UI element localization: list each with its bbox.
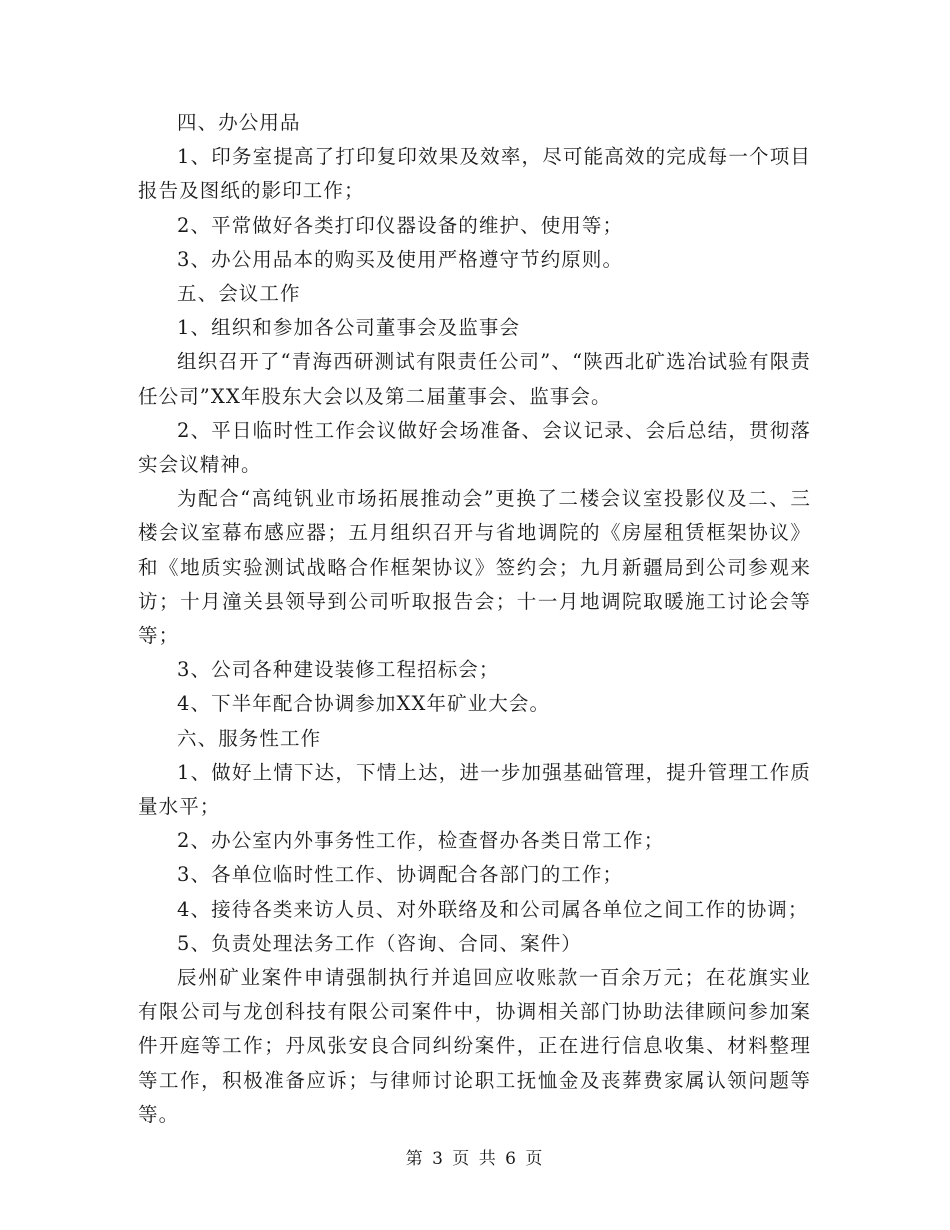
paragraph: 4、下半年配合协调参加XX年矿业大会。 xyxy=(177,692,551,716)
page-number-footer: 第 3 页 共 6 页 xyxy=(405,1149,545,1169)
paragraph: 2、平日临时性工作会议做好会场准备、会议记录、会后总结，贯彻落实会议精神。 xyxy=(138,418,811,477)
section-heading-services: 六、服务性工作 xyxy=(177,726,322,750)
paragraph: 1、做好上情下达，下情上达，进一步加强基础管理，提升管理工作质量水平； xyxy=(138,760,811,819)
paragraph: 2、办公室内外事务性工作，检查督办各类日常工作； xyxy=(177,829,665,853)
paragraph: 5、负责处理法务工作（咨询、合同、案件） xyxy=(177,931,582,955)
paragraph: 3、办公用品本的购买及使用严格遵守节约原则。 xyxy=(177,247,624,271)
section-heading-office-supplies: 四、办公用品 xyxy=(177,111,301,134)
section-heading-meetings: 五、会议工作 xyxy=(177,282,301,306)
paragraph: 组织召开了“青海西研测试有限责任公司”、“陕西北矿选冶试验有限责任公司”XX年股东大会以及第二届董事会、监事会。 xyxy=(138,350,811,408)
paragraph: 辰州矿业案件申请强制执行并追回应收账款一百余万元；在花旗实业有限公司与龙创科技有限公司案件中，协调相关部门协助法律顾问参加案件开庭等工作；丹凤张安良合同纠纷案件，正在进行信息收集、材料整理等工作，积极准备应诉；与律师讨论职工抚恤金及丧葬费家属认领问题等等。 xyxy=(138,966,811,1126)
paragraph: 1、印务室提高了打印复印效果及效率，尽可能高效的完成每一个项目报告及图纸的影印工作； xyxy=(138,145,811,203)
paragraph: 1、组织和参加各公司董事会及监事会 xyxy=(177,316,521,340)
paragraph: 2、平常做好各类打印仪器设备的维护、使用等； xyxy=(177,213,624,237)
paragraph: 3、各单位临时性工作、协调配合各部门的工作； xyxy=(177,863,624,887)
paragraph: 4、接待各类来访人员、对外联络及和公司属各单位之间工作的协调； xyxy=(177,897,809,921)
document-body xyxy=(138,106,811,1132)
paragraph: 为配合“高纯钒业市场拓展推动会”更换了二楼会议室投影仪及二、三楼会议室幕布感应器；五月组织召开与省地调院的《房屋租赁框架协议》和《地质实验测试战略合作框架协议》签约会；九月新疆局到公司参观来访；十月潼关县领导到公司听取报告会；十一月地调院取暖施工讨论会等等； xyxy=(138,487,811,648)
paragraph: 3、公司各种建设装修工程招标会； xyxy=(177,658,500,682)
